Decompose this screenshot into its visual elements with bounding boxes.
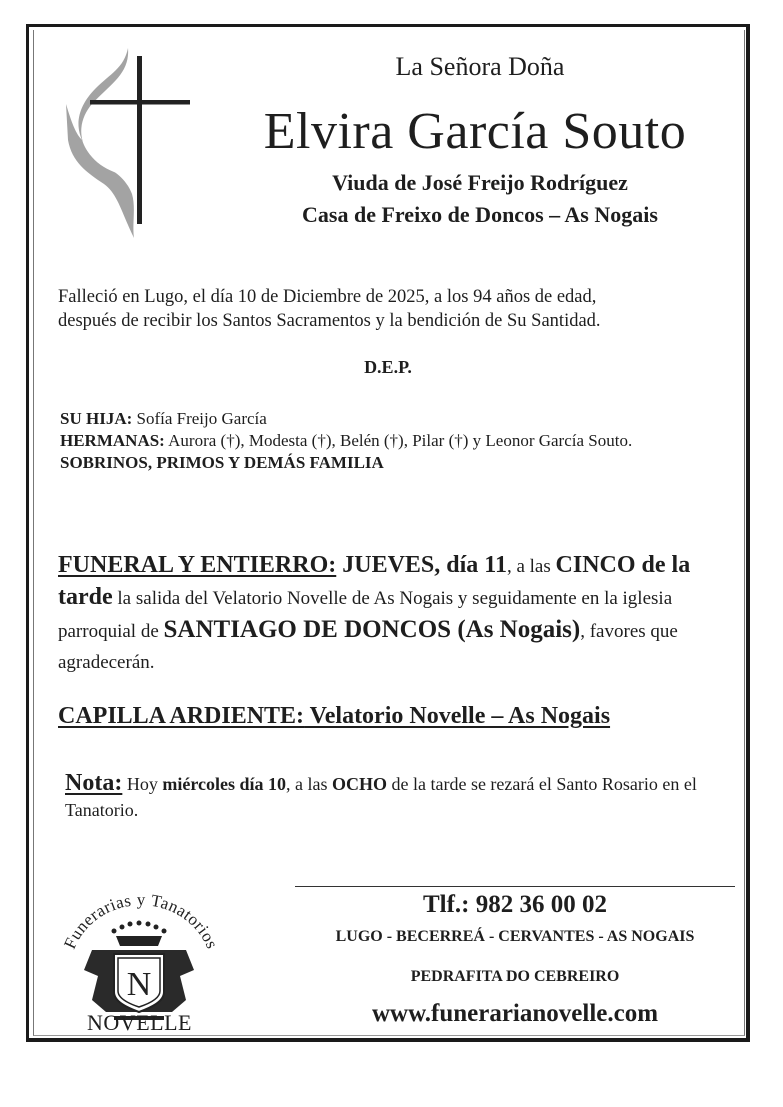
death-announcement (58, 285, 748, 333)
nota-text-1: Hoy (122, 774, 163, 794)
funeral-home-name: NOVELLE (87, 1010, 192, 1035)
other-family-row: SOBRINOS, PRIMOS Y DEMÁS FAMILIA (60, 453, 384, 472)
sisters-label: HERMANAS: (60, 431, 165, 450)
deceased-name: Elvira García Souto (263, 103, 687, 160)
funeral-text-3: , favores que agradecerán. (58, 621, 678, 673)
nota-day: miércoles día 10 (162, 774, 286, 794)
funeral-section (58, 550, 738, 678)
daughter-label: SU HIJA: (60, 409, 133, 428)
capilla-ardiente (58, 703, 718, 730)
funeral-text-2: la salida del Velatorio Novelle de As Nogais y seguidamente en la iglesia parroquial de (58, 588, 673, 642)
intro-title: La Señora Doña (395, 52, 565, 81)
sisters-row (60, 430, 750, 452)
svg-text:Funerarias y Tanatorios: Funerarias y Tanatorios (60, 890, 222, 952)
announcement-line-2: después de recibir los Santos Sacramentos y la bendición de Su Santidad. (58, 311, 601, 331)
daughter-row (60, 408, 750, 430)
cross-and-flame-icon (60, 44, 192, 240)
announcement-line-1: Falleció en Lugo, el día 10 de Diciembre de 2025, a los 94 años de edad, (58, 287, 597, 307)
nota-text-2: , a las (285, 774, 332, 794)
phone-number: Tlf.: 982 36 00 02 (422, 891, 608, 918)
capilla-label: CAPILLA ARDIENTE: (58, 703, 305, 729)
nota-text-3: de la tarde se rezará el Santo Rosario en el Tanatorio. (65, 774, 697, 820)
funeral-text-1: , a las (506, 556, 556, 577)
funeral-church: SANTIAGO DE DONCOS (As Nogais) (163, 616, 581, 643)
website-link[interactable]: www.funerarianovelle.com (371, 1000, 659, 1027)
nota-section (65, 770, 725, 823)
funeral-day: JUEVES, día 11 (336, 552, 507, 578)
sisters-value: Aurora (†), Modesta (†), Belén (†), Pilar (†) y Leonor García Souto. (164, 431, 633, 450)
family-list (60, 408, 750, 474)
location-pedrafita: PEDRAFITA DO CEBREIRO (410, 968, 620, 985)
nota-time: OCHO (331, 774, 387, 794)
dep-text: D.E.P. (364, 357, 412, 377)
locations-list: LUGO - BECERREÁ - CERVANTES - AS NOGAIS (335, 928, 695, 945)
widow-of-line: Viuda de José Freijo Rodríguez (332, 170, 628, 195)
svg-text:N: N (126, 966, 152, 1003)
daughter-value: Sofía Freijo García (132, 409, 267, 428)
capilla-value: Velatorio Novelle – As Nogais (304, 703, 611, 729)
funeral-time: CINCO de la tarde (58, 552, 691, 610)
nota-label: Nota: (65, 770, 123, 796)
house-line: Casa de Freixo de Doncos – As Nogais (302, 202, 658, 227)
footer-divider (295, 886, 735, 887)
funeral-label: FUNERAL Y ENTIERRO: (58, 552, 337, 578)
